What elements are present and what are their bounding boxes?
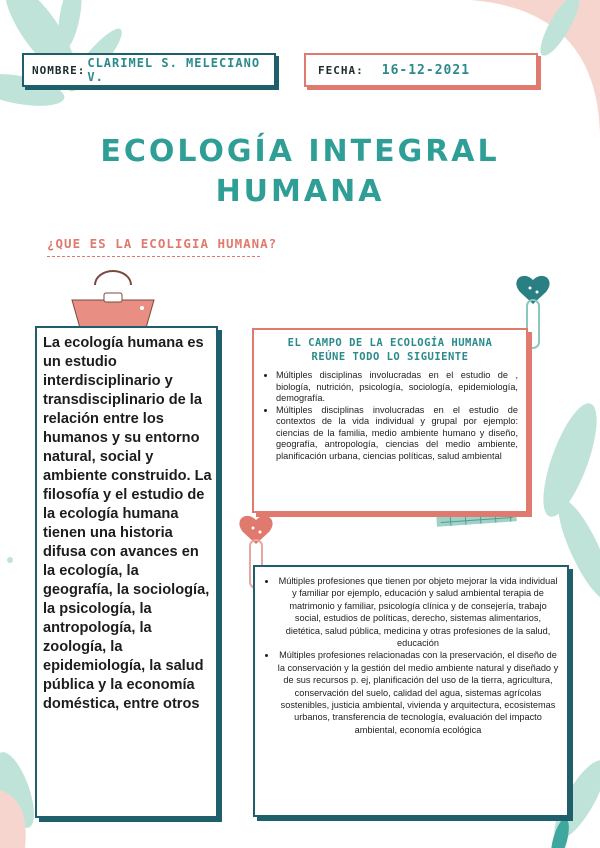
question-heading: ¿QUE ES LA ECOLIGIA HUMANA? bbox=[47, 236, 278, 251]
campo-list bbox=[262, 370, 518, 462]
name-box bbox=[22, 53, 276, 87]
name-label: NOMBRE: bbox=[32, 63, 86, 77]
date-box bbox=[304, 53, 538, 87]
page-title-line1: ECOLOGÍA INTEGRAL bbox=[100, 134, 500, 169]
campo-title-line2: REÚNE TODO LO SIGUIENTE bbox=[311, 351, 469, 363]
list-item: • Múltiples profesiones relacionadas con la preservación, el diseño de la conservación y la gestión del medio ambiente natural y diseñado y de sus recursos p. ej, planificación del uso de la tierra, agricultura, conservación del suelo, calidad del agua, sistemas agrícolas sostenibles, justicia ambiental, vivienda y arquitectura, ecosistemas urbanos, transferencia de tecnología, evaluación del impacto ambiental, economía ecológica bbox=[277, 649, 559, 736]
binder-clip-icon bbox=[72, 271, 154, 328]
definition-card bbox=[35, 326, 218, 818]
list-item: • Múltiples disciplinas involucradas en el estudio de contextos de la vida individual y grupal por ejemplo: ciencias de la familia, medio ambiente humano y diseño, geografía, antropología, ciencias del medio ambiente, planificación urbana, ciencias políticas, salud ambiental bbox=[276, 405, 518, 463]
profesiones-list bbox=[263, 575, 559, 736]
name-value: CLARIMEL S. MELECIANO V. bbox=[87, 56, 261, 84]
campo-title-line1: EL CAMPO DE LA ECOLOGÍA HUMANA bbox=[287, 337, 493, 349]
date-value: 16-12-2021 bbox=[381, 62, 471, 78]
campo-card bbox=[252, 328, 528, 513]
question-underline bbox=[47, 256, 260, 257]
profesiones-card bbox=[253, 565, 569, 817]
definition-text: La ecología humana es un estudio interdisciplinario y transdisciplinario de la relación entre los humanos y su entorno natural, social y ambiente construido. La filosofía y el estudio de la ecología humana tienen una historia difusa con avances en la ecología, la geografía, la sociología, la psicología, la antropología, la zoología, la epidemiología, la salud pública y la economía doméstica, entre otros bbox=[43, 335, 212, 712]
list-item: • Múltiples profesiones que tienen por objeto mejorar la vida individual y familiar por ejemplo, educación y salud ambiental terapia de matrimonio y familiar, psicología clínica y de consejería, trabajo social, estudios de políticas, derecho, sistemas alimentarios, dietética, salud pública, medicina y otras profesiones de la salud, educación bbox=[277, 575, 559, 649]
date-label: FECHA: bbox=[318, 63, 364, 77]
page-title-line2: HUMANA bbox=[215, 174, 385, 209]
list-item: • Múltiples disciplinas involucradas en el estudio de , biología, nutrición, psicología, sociología, epidemiología, demografía. bbox=[276, 370, 518, 405]
